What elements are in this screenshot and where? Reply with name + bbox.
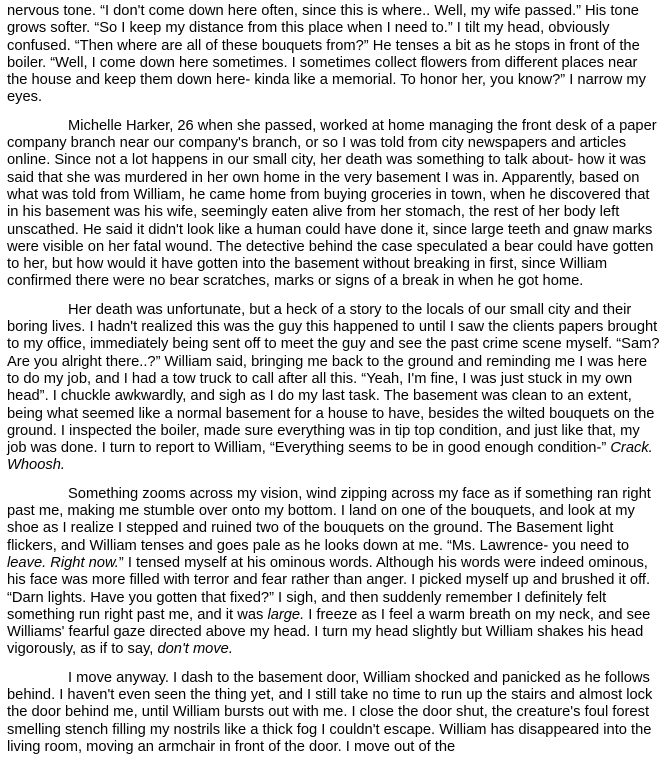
- text-run: I move anyway. I dash to the basement door, William shocked and panicked as he follows behind. I haven't even seen the thing yet, and I still take no time to run up the stairs and almost lock the door behind me, until William bursts out with me. I close the door shut, the creature's foul forest smelling stench filling my nostrils like a thick fog I couldn't escape. William has disappeared into the living room, moving an armchair in front of the door. I move out of the: [7, 669, 657, 755]
- paragraph: [7, 302, 661, 475]
- italic-text-run: large.: [267, 606, 305, 623]
- italic-text-run: leave. Right now.: [7, 554, 119, 571]
- paragraph: [7, 670, 661, 756]
- paragraph: [7, 118, 661, 291]
- italic-text-run: don't move.: [157, 641, 233, 658]
- text-run: ” I tensed myself at his ominous words. Although his words were indeed ominous, his face was more filled with terror and fear rather than anger. I picked myself up and brushed it off. “Darn lights. Have you gotten that fixed?” I sigh, and then suddenly remember I definitely felt something run right past me, and it was: [7, 554, 659, 623]
- italic-text-run: Crack. Whoosh.: [7, 440, 657, 474]
- paragraph: [7, 3, 661, 107]
- text-run: Something zooms across my vision, wind zipping across my face as if something ran right past me, making me stumble over onto my bottom. I land on one of the bouquets, and look at my shoe as I realize I stepped and ruined two of the bouquets on the ground. The Basement light flickers, and William tenses and goes pale as he looks down at me. “Ms. Lawrence- you need to: [7, 485, 655, 554]
- text-run: Her death was unfortunate, but a heck of a story to the locals of our small city and their boring lives. I hadn't realized this was the guy this happened to until I saw the clients papers brought to my office, immediately being sent off to meet the guy and see the past crime scene myself. “Sam? Are you alright there..?” William said, bringing me back to the ground and reminding me I was here to do my job, and I had a tow truck to call after all this. “Yeah, I'm fine, I was just stuck in my own head”. I chuckle awkwardly, and sigh as I do my last task. The basement was clean to an extent, being what seemed like a normal basement for a house to have, besides the wilted bouquets on the ground. I inspected the boiler, made sure everything was in tip top condition, and just like that, my job was done. I turn to report to William, “Everything seems to be in good enough condition-”: [7, 301, 663, 457]
- paragraph: [7, 486, 661, 659]
- text-run: nervous tone. “I don't come down here often, since this is where.. Well, my wife passed.” His tone grows softer. “So I keep my distance from this place when I need to.” I tilt my head, obviously confused. “Then where are all of these bouquets from?” He tenses a bit as he stops in front of the boiler. “Well, I come down here sometimes. I sometimes collect flowers from different places near the house and keep them down here- kinda like a memorial. To honor her, you know?” I narrow my eyes.: [7, 3, 651, 106]
- text-run: I freeze as I feel a warm breath on my neck, and see Williams' fearful gaze directed above my head. I turn my head slightly but William shakes his head vigorously, as if to say,: [7, 606, 655, 658]
- text-run: Michelle Harker, 26 when she passed, worked at home managing the front desk of a paper company branch near our company's branch, or so I was told from city newspapers and articles online. Since not a lot happens in our small city, her death was something to talk about- how it was said that she was murdered in her own home in the very basement I was in. Apparently, based on what was told from William, he came home from buying groceries in town, when he discovered that in his basement was his wife, seemingly eaten alive from her stomach, the rest of her body left unscathed. He said it didn't look like a human could have done it, since large teeth and gnaw marks were visible on her fatal wound. The detective behind the case speculated a bear could have gotten to her, but how would it have gotten into the basement without breaking in first, since William confirmed there were no bear scratches, marks or signs of a break in when he got home.: [7, 117, 661, 290]
